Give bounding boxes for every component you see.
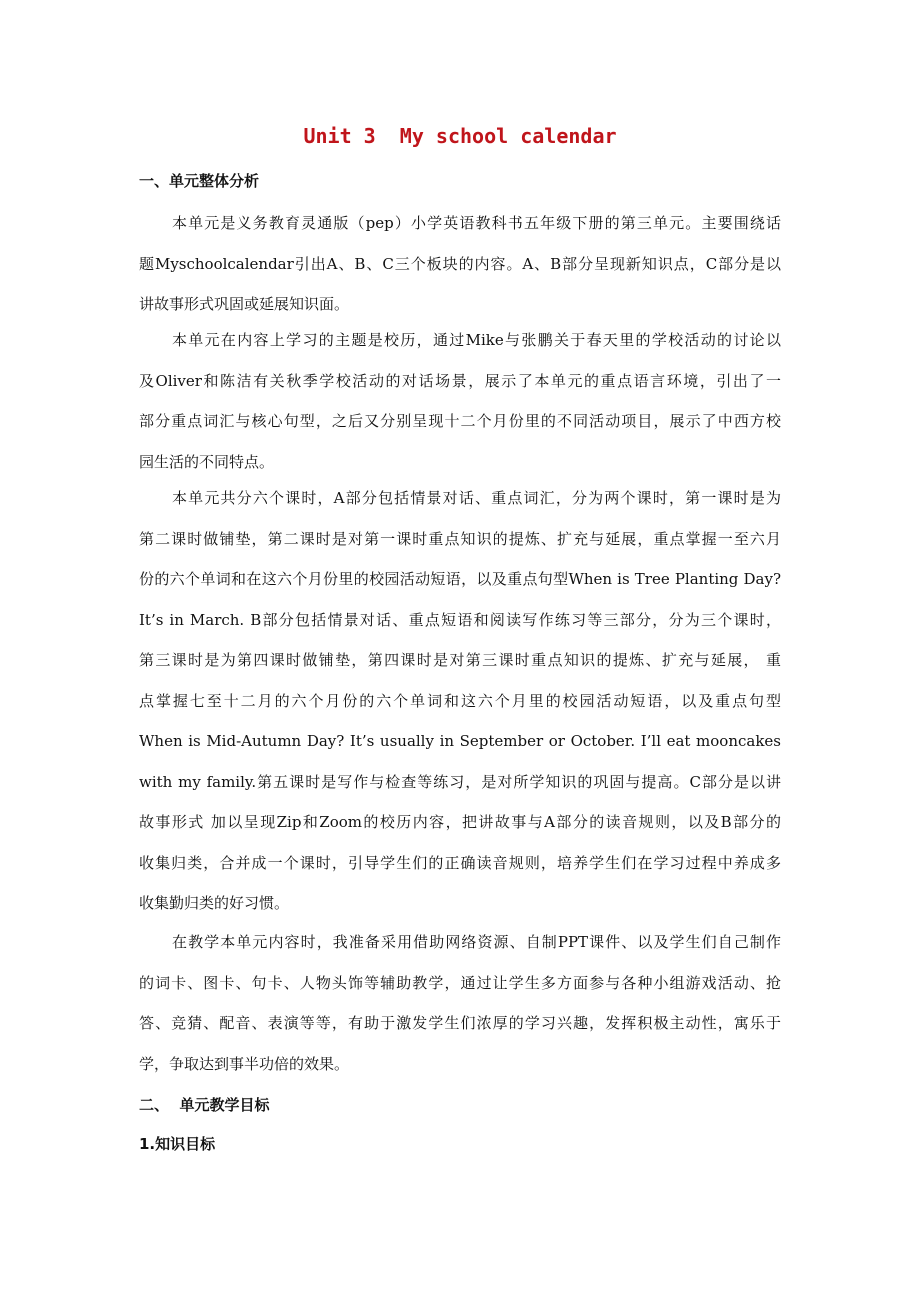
- paragraph-line: It’s in March. B部分包括情景对话、重点短语和阅读写作练习等三部分，分为三个课时，: [139, 610, 781, 629]
- paragraph-line: 讲故事形式巩固或延展知识面。: [139, 295, 350, 313]
- paragraph-line: 本单元在内容上学习的主题是校历，通过Mike与张鹏关于春天里的学校活动的讨论以: [172, 331, 781, 349]
- paragraph-line: 故事形式 加以呈现Zip和Zoom的校历内容，把讲故事与A部分的读音规则，以及B部分的: [139, 813, 781, 831]
- subheading-knowledge-goals: 1.知识目标: [139, 1135, 216, 1153]
- paragraph-line: 收集勤归类的好习惯。: [139, 894, 290, 912]
- paragraph-teaching-approach: [139, 922, 781, 1084]
- section-heading-unit-analysis: 一、单元整体分析: [139, 172, 260, 190]
- paragraph-line: with my family.第五课时是写作与检查等练习，是对所学知识的巩固与提高。C部分是以讲: [139, 772, 781, 791]
- document-title: Unit 3 My school calendar: [303, 124, 617, 148]
- paragraph-line: 学，争取达到事半功倍的效果。: [139, 1054, 350, 1073]
- paragraph-line: 园生活的不同特点。: [139, 452, 275, 471]
- section-heading-teaching-goals: 二、 单元教学目标: [139, 1096, 270, 1114]
- paragraph-line: 份的六个单词和在这六个月份里的校园活动短语，以及重点句型When is Tree Planting Day?: [139, 570, 781, 588]
- paragraph-lesson-plan: [139, 478, 781, 924]
- paragraph-line: 在教学本单元内容时，我准备采用借助网络资源、自制PPT课件、以及学生们自己制作: [172, 933, 781, 951]
- paragraph-line: 部分重点词汇与核心句型，之后又分别呈现十二个月份里的不同活动项目，展示了中西方校: [139, 412, 781, 430]
- paragraph-intro: [139, 203, 781, 325]
- paragraph-line: 收集归类，合并成一个课时，引导学生们的正确读音规则，培养学生们在学习过程中养成多: [139, 853, 781, 872]
- paragraph-line: 第二课时做铺垫，第二课时是对第一课时重点知识的提炼、扩充与延展，重点掌握一至六月: [139, 529, 781, 548]
- paragraph-line: 点掌握七至十二月的六个月份的六个单词和这六个月里的校园活动短语，以及重点句型: [139, 691, 781, 710]
- paragraph-line: 本单元共分六个课时，A部分包括情景对话、重点词汇，分为两个课时，第一课时是为: [172, 489, 781, 507]
- paragraph-content-theme: [139, 320, 781, 482]
- paragraph-line: 及Oliver和陈洁有关秋季学校活动的对话场景，展示了本单元的重点语言环境，引出了一: [139, 371, 781, 390]
- paragraph-line: 题Myschoolcalendar引出A、B、C三个板块的内容。A、B部分呈现新知识点，C部分是以: [139, 254, 781, 273]
- paragraph-line: 本单元是义务教育灵通版（pep）小学英语教科书五年级下册的第三单元。主要围绕话: [172, 214, 781, 232]
- paragraph-line: 的词卡、图卡、句卡、人物头饰等辅助教学，通过让学生多方面参与各种小组游戏活动、抢: [139, 973, 781, 992]
- paragraph-line: 答、竞猜、配音、表演等等，有助于激发学生们浓厚的学习兴趣，发挥积极主动性，寓乐于: [139, 1014, 781, 1032]
- paragraph-line: When is Mid-Autumn Day? It’s usually in September or October. I’ll eat mooncakes: [139, 732, 781, 750]
- paragraph-line: 第三课时是为第四课时做铺垫，第四课时是对第三课时重点知识的提炼、扩充与延展， 重: [139, 651, 781, 669]
